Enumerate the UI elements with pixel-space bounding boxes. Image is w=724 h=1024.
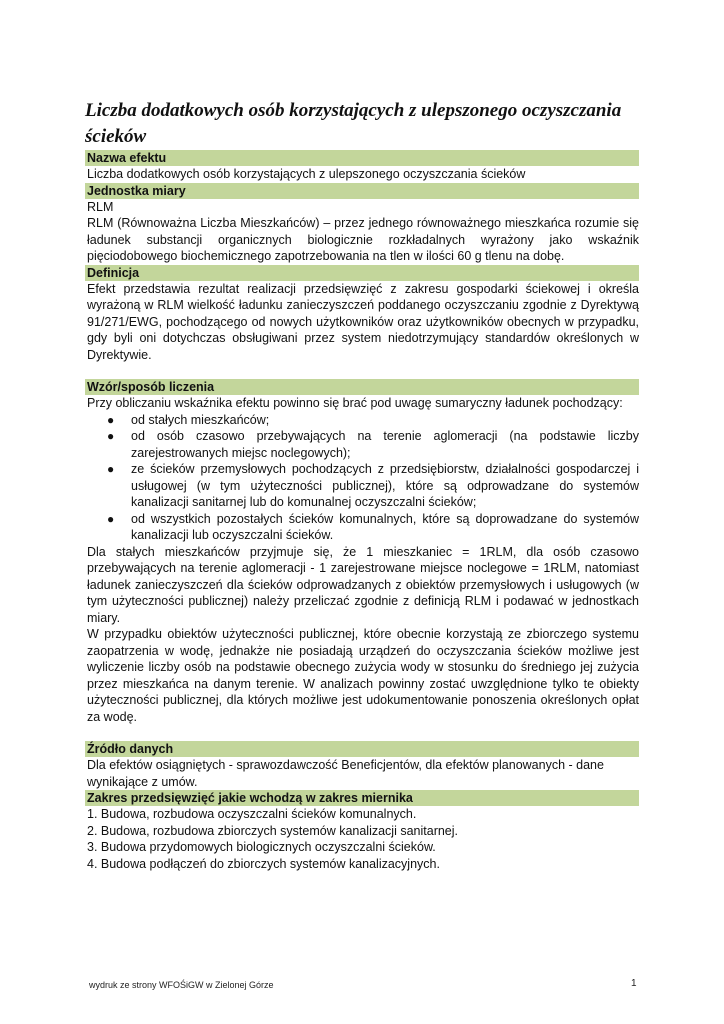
section-header-jednostka: Jednostka miary bbox=[85, 183, 639, 199]
document-content bbox=[85, 150, 639, 872]
bullet-icon: ● bbox=[107, 462, 115, 476]
list-item bbox=[85, 511, 639, 544]
bullet-text: ze ścieków przemysłowych pochodzących z przedsiębiorstw, działalności gospodarczej i usługowej (w tym użyteczności publicznej), które są odprowadzane do systemów kanalizacji sanitarnej lub do komunalnej oczyszczalni ścieków; bbox=[131, 462, 639, 509]
definicja-text: Efekt przedstawia rezultat realizacji przedsięwzięć z zakresu gospodarki ściekowej i określa wyrażoną w RLM wielkość ładunku zanieczyszczeń poddanego oczyszczaniu zgodnie z Dyrektywą 91/271/EWG, pochodzącego od nowych użytkowników oraz użytkowników obecnych w przypadku, gdy byli oni dotychczas obsługiwani przez system niedotrzymujący standardów określonych w Dyrektywie. bbox=[87, 281, 639, 362]
footer-source: wydruk ze strony WFOŚiGW w Zielonej Górze bbox=[89, 980, 274, 990]
list-item bbox=[85, 461, 639, 511]
bullet-icon: ● bbox=[107, 511, 115, 526]
bullet-text: od wszystkich pozostałych ścieków komunalnych, które są doprowadzane do systemów kanalizacji lub oczyszczalni ścieków. bbox=[131, 511, 639, 542]
list-item bbox=[85, 428, 639, 461]
section-header-nazwa: Nazwa efektu bbox=[85, 150, 639, 166]
section-header-zrodlo: Źródło danych bbox=[85, 741, 639, 757]
page-title: Liczba dodatkowych osób korzystających z ulepszonego oczyszczania ścieków bbox=[85, 100, 622, 147]
zakres-item: 1. Budowa, rozbudowa oczyszczalni ścieków komunalnych. bbox=[87, 807, 417, 821]
section-header-wzor: Wzór/sposób liczenia bbox=[85, 379, 639, 395]
zakres-item: 2. Budowa, rozbudowa zbiorczych systemów kanalizacji sanitarnej. bbox=[87, 823, 459, 838]
section-header-zakres: Zakres przedsięwzięć jakie wchodzą w zakres miernika bbox=[85, 790, 639, 806]
page-number: 1 bbox=[631, 978, 637, 989]
spacer bbox=[85, 725, 639, 741]
wzor-intro: Przy obliczaniu wskaźnika efektu powinno się brać pod uwagę sumaryczny ładunek pochodzący: bbox=[87, 396, 623, 410]
spacer bbox=[85, 363, 639, 379]
bullet-icon: ● bbox=[107, 412, 115, 427]
jednostka-unit: RLM bbox=[87, 199, 114, 214]
bullet-text: od osób czasowo przebywających na terenie aglomeracji (na podstawie liczby zarejestrowanych miejsc noclegowych); bbox=[131, 429, 639, 460]
zakres-item: 4. Budowa podłączeń do zbiorczych systemów kanalizacyjnych. bbox=[87, 856, 440, 871]
zrodlo-text: Dla efektów osiągniętych - sprawozdawczość Beneficjentów, dla efektów planowanych - dane wynikające z umów. bbox=[87, 758, 604, 789]
wzor-paragraph-2: W przypadku obiektów użyteczności publicznej, które obecnie korzystają ze zbiorczego systemu zaopatrzenia w wodę, jednakże nie posiadają urządzeń do oczyszczania ścieków możliwe jest wyliczenie liczby osób na podstawie obecnego zużycia wody w stosunku do średniego jej zużycia przez mieszkańca na danym terenie. W analizach powinny zostać uwzględnione tylko te obiekty użyteczności publicznej, dla których możliwe jest udokumentowanie ponoszenia określonych opłat za wodę. bbox=[87, 627, 639, 724]
bullet-icon: ● bbox=[107, 429, 115, 443]
jednostka-text: RLM (Równoważna Liczba Mieszkańców) – przez jednego równoważnego mieszkańca rozumie się ładunek substancji organicznych biologicznie rozkładalnych wyrażony jako wskaźnik pięciodobowego biochemicznego zapotrzebowania na tlen w ilości 60 g tlenu na dobę. bbox=[87, 216, 639, 263]
wzor-paragraph-1: Dla stałych mieszkańców przyjmuje się, że 1 mieszkaniec = 1RLM, dla osób czasowo przebywających na terenie aglomeracji - 1 zarejestrowane miejsce noclegowe = 1RLM, natomiast ładunek zanieczyszczeń dla ścieków odprowadzanych z obiektów przemysłowych i usługowych (w tym użyteczności publicznej) należy przeliczać zgodnie z definicją RLM i podawać w jednostkach miary. bbox=[87, 544, 639, 625]
nazwa-text: Liczba dodatkowych osób korzystających z ulepszonego oczyszczania ścieków bbox=[87, 167, 526, 181]
bullet-text: od stałych mieszkańców; bbox=[131, 412, 270, 427]
section-header-definicja: Definicja bbox=[85, 265, 639, 281]
list-item bbox=[85, 412, 639, 429]
zakres-item: 3. Budowa przydomowych biologicznych oczyszczalni ścieków. bbox=[87, 840, 436, 854]
wzor-bullet-list bbox=[85, 412, 639, 544]
